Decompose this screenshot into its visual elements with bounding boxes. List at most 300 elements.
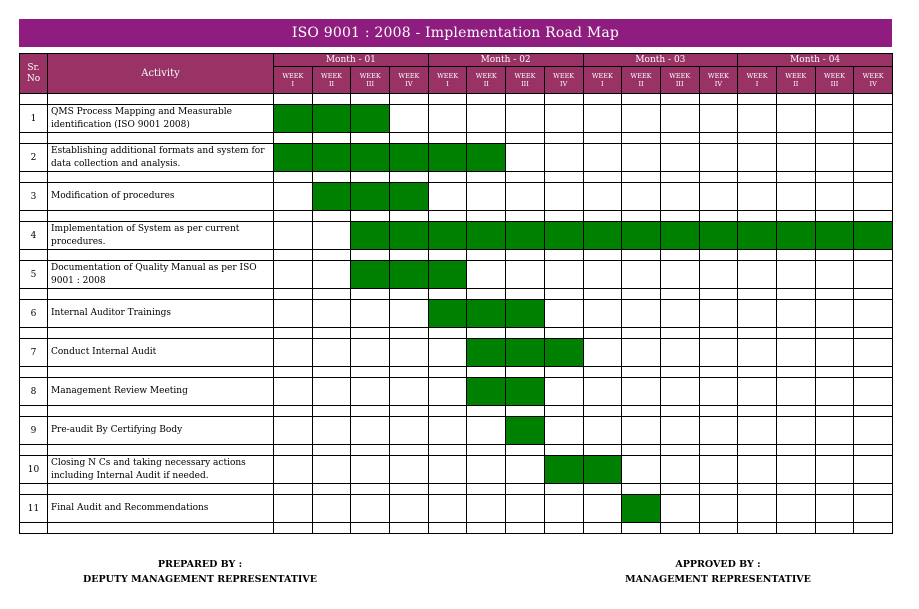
week-cell	[815, 300, 854, 328]
week-cell	[583, 144, 622, 172]
empty-cell	[48, 211, 274, 222]
empty-cell	[467, 328, 506, 339]
task-sr-no: 4	[20, 222, 48, 250]
week-cell	[583, 300, 622, 328]
spacer-row	[20, 367, 893, 378]
empty-cell	[428, 211, 467, 222]
gantt-bar-cell	[506, 222, 545, 250]
empty-cell	[854, 172, 893, 183]
header-week: WEEK III	[506, 67, 545, 94]
empty-cell	[506, 523, 545, 534]
week-cell	[428, 495, 467, 523]
empty-cell	[467, 94, 506, 105]
empty-cell	[48, 250, 274, 261]
empty-cell	[20, 172, 48, 183]
header-week: WEEK IV	[699, 67, 738, 94]
empty-cell	[467, 172, 506, 183]
gantt-bar-cell	[660, 222, 699, 250]
week-cell	[583, 261, 622, 289]
empty-cell	[622, 523, 661, 534]
week-cell	[390, 105, 429, 133]
empty-cell	[815, 367, 854, 378]
task-activity: Documentation of Quality Manual as per ISO 9001 : 2008	[48, 261, 274, 289]
prepared-by-label: PREPARED BY :	[157, 559, 243, 570]
empty-cell	[506, 445, 545, 456]
week-cell	[660, 495, 699, 523]
week-cell	[776, 300, 815, 328]
empty-cell	[274, 211, 313, 222]
week-cell	[467, 495, 506, 523]
gantt-bar-cell	[544, 456, 583, 484]
week-cell	[815, 417, 854, 445]
empty-cell	[622, 445, 661, 456]
week-cell	[351, 378, 390, 406]
header-week: WEEK III	[660, 67, 699, 94]
week-cell	[854, 417, 893, 445]
task-sr-no: 7	[20, 339, 48, 367]
empty-cell	[312, 250, 351, 261]
week-cell	[274, 300, 313, 328]
task-sr-no: 2	[20, 144, 48, 172]
empty-cell	[815, 250, 854, 261]
task-row	[20, 144, 893, 172]
week-cell	[583, 183, 622, 211]
empty-cell	[583, 289, 622, 300]
gantt-bar-cell	[428, 300, 467, 328]
empty-cell	[738, 406, 777, 417]
empty-cell	[48, 523, 274, 534]
task-activity: QMS Process Mapping and Measurable identification (ISO 9001 2008)	[48, 105, 274, 133]
empty-cell	[854, 211, 893, 222]
week-cell	[776, 456, 815, 484]
empty-cell	[351, 211, 390, 222]
gantt-bar-cell	[274, 144, 313, 172]
empty-cell	[815, 172, 854, 183]
empty-cell	[48, 445, 274, 456]
week-cell	[274, 495, 313, 523]
week-cell	[699, 456, 738, 484]
week-cell	[776, 417, 815, 445]
empty-cell	[20, 328, 48, 339]
task-activity: Internal Auditor Trainings	[48, 300, 274, 328]
empty-cell	[544, 523, 583, 534]
empty-cell	[351, 406, 390, 417]
empty-cell	[815, 133, 854, 144]
empty-cell	[776, 484, 815, 495]
week-cell	[699, 417, 738, 445]
empty-cell	[660, 406, 699, 417]
empty-cell	[312, 523, 351, 534]
gantt-bar-cell	[854, 222, 893, 250]
header-week: WEEK IV	[544, 67, 583, 94]
task-sr-no: 1	[20, 105, 48, 133]
header-sr-no: Sr. No	[20, 54, 48, 94]
week-cell	[622, 183, 661, 211]
empty-cell	[699, 133, 738, 144]
empty-cell	[428, 523, 467, 534]
empty-cell	[312, 328, 351, 339]
empty-cell	[351, 289, 390, 300]
week-cell	[583, 105, 622, 133]
week-cell	[428, 183, 467, 211]
task-activity: Modification of procedures	[48, 183, 274, 211]
week-cell	[699, 183, 738, 211]
prepared-by-block	[60, 557, 340, 587]
spacer-row	[20, 133, 893, 144]
empty-cell	[428, 133, 467, 144]
week-cell	[699, 105, 738, 133]
empty-cell	[854, 133, 893, 144]
week-cell	[390, 456, 429, 484]
week-cell	[815, 378, 854, 406]
week-cell	[738, 105, 777, 133]
spacer-row	[20, 211, 893, 222]
empty-cell	[20, 133, 48, 144]
week-cell	[815, 183, 854, 211]
gantt-bar-cell	[622, 222, 661, 250]
week-cell	[467, 261, 506, 289]
gantt-bar-cell	[351, 222, 390, 250]
empty-cell	[622, 328, 661, 339]
week-cell	[699, 144, 738, 172]
week-cell	[660, 339, 699, 367]
week-cell	[622, 105, 661, 133]
week-cell	[428, 105, 467, 133]
empty-cell	[506, 484, 545, 495]
empty-cell	[274, 523, 313, 534]
empty-cell	[390, 172, 429, 183]
week-cell	[428, 378, 467, 406]
empty-cell	[506, 367, 545, 378]
empty-cell	[351, 484, 390, 495]
empty-cell	[390, 484, 429, 495]
gantt-bar-cell	[506, 378, 545, 406]
empty-cell	[699, 445, 738, 456]
empty-cell	[351, 523, 390, 534]
empty-cell	[48, 328, 274, 339]
empty-cell	[506, 133, 545, 144]
week-cell	[274, 261, 313, 289]
header-week: WEEK I	[738, 67, 777, 94]
empty-cell	[583, 328, 622, 339]
empty-cell	[815, 484, 854, 495]
empty-cell	[738, 328, 777, 339]
empty-cell	[274, 172, 313, 183]
week-cell	[583, 339, 622, 367]
empty-cell	[351, 94, 390, 105]
week-cell	[738, 495, 777, 523]
empty-cell	[738, 250, 777, 261]
week-cell	[854, 300, 893, 328]
empty-cell	[815, 523, 854, 534]
empty-cell	[48, 289, 274, 300]
empty-cell	[544, 172, 583, 183]
empty-cell	[48, 367, 274, 378]
empty-cell	[274, 250, 313, 261]
gantt-bar-cell	[467, 339, 506, 367]
week-cell	[467, 417, 506, 445]
week-cell	[312, 222, 351, 250]
header-week: WEEK II	[776, 67, 815, 94]
gantt-bar-cell	[622, 495, 661, 523]
week-cell	[312, 300, 351, 328]
week-cell	[544, 105, 583, 133]
week-cell	[312, 456, 351, 484]
empty-cell	[583, 211, 622, 222]
empty-cell	[312, 445, 351, 456]
header-week: WEEK IV	[854, 67, 893, 94]
approved-by-role: MANAGEMENT REPRESENTATIVE	[625, 574, 811, 585]
empty-cell	[20, 445, 48, 456]
spacer-row	[20, 289, 893, 300]
empty-cell	[544, 367, 583, 378]
week-cell	[351, 495, 390, 523]
empty-cell	[48, 484, 274, 495]
gantt-bar-cell	[467, 144, 506, 172]
empty-cell	[467, 211, 506, 222]
empty-cell	[274, 367, 313, 378]
empty-cell	[351, 367, 390, 378]
empty-cell	[854, 289, 893, 300]
empty-cell	[351, 445, 390, 456]
empty-cell	[274, 289, 313, 300]
empty-cell	[660, 250, 699, 261]
week-cell	[854, 183, 893, 211]
empty-cell	[699, 172, 738, 183]
week-cell	[506, 105, 545, 133]
task-sr-no: 9	[20, 417, 48, 445]
empty-cell	[48, 94, 274, 105]
empty-cell	[854, 328, 893, 339]
week-cell	[506, 183, 545, 211]
gantt-bar-cell	[583, 222, 622, 250]
week-cell	[312, 261, 351, 289]
task-sr-no: 10	[20, 456, 48, 484]
spacer-row	[20, 484, 893, 495]
empty-cell	[776, 172, 815, 183]
week-cell	[776, 261, 815, 289]
gantt-bar-cell	[351, 183, 390, 211]
week-cell	[660, 300, 699, 328]
gantt-bar-cell	[274, 105, 313, 133]
empty-cell	[20, 523, 48, 534]
empty-cell	[467, 289, 506, 300]
empty-cell	[506, 211, 545, 222]
gantt-bar-cell	[351, 261, 390, 289]
empty-cell	[854, 445, 893, 456]
empty-cell	[48, 133, 274, 144]
header-week: WEEK II	[467, 67, 506, 94]
header-week: WEEK IV	[390, 67, 429, 94]
gantt-bar-cell	[467, 300, 506, 328]
empty-cell	[660, 172, 699, 183]
week-cell	[390, 417, 429, 445]
week-cell	[776, 378, 815, 406]
week-cell	[467, 183, 506, 211]
spacer-row	[20, 523, 893, 534]
empty-cell	[467, 133, 506, 144]
gantt-bar-cell	[815, 222, 854, 250]
task-row	[20, 222, 893, 250]
week-cell	[390, 495, 429, 523]
empty-cell	[660, 94, 699, 105]
empty-cell	[776, 367, 815, 378]
empty-cell	[815, 211, 854, 222]
empty-cell	[20, 211, 48, 222]
empty-cell	[622, 94, 661, 105]
empty-cell	[660, 289, 699, 300]
empty-cell	[312, 94, 351, 105]
week-cell	[738, 144, 777, 172]
spacer-row	[20, 406, 893, 417]
week-cell	[738, 456, 777, 484]
week-cell	[699, 339, 738, 367]
task-sr-no: 11	[20, 495, 48, 523]
week-cell	[583, 378, 622, 406]
empty-cell	[583, 94, 622, 105]
empty-cell	[699, 406, 738, 417]
week-cell	[622, 261, 661, 289]
spacer-row	[20, 328, 893, 339]
week-cell	[699, 378, 738, 406]
empty-cell	[583, 367, 622, 378]
week-cell	[351, 417, 390, 445]
gantt-bar-cell	[583, 456, 622, 484]
week-cell	[274, 456, 313, 484]
empty-cell	[312, 133, 351, 144]
week-cell	[274, 339, 313, 367]
task-activity: Implementation of System as per current procedures.	[48, 222, 274, 250]
empty-cell	[738, 211, 777, 222]
empty-cell	[738, 367, 777, 378]
week-cell	[274, 183, 313, 211]
empty-cell	[776, 445, 815, 456]
empty-cell	[815, 289, 854, 300]
empty-cell	[467, 406, 506, 417]
task-row	[20, 495, 893, 523]
empty-cell	[544, 289, 583, 300]
week-cell	[815, 105, 854, 133]
empty-cell	[854, 484, 893, 495]
week-cell	[660, 183, 699, 211]
empty-cell	[351, 250, 390, 261]
empty-cell	[467, 523, 506, 534]
empty-cell	[544, 484, 583, 495]
empty-cell	[390, 445, 429, 456]
gantt-bar-cell	[390, 222, 429, 250]
empty-cell	[622, 211, 661, 222]
gantt-bar-cell	[467, 378, 506, 406]
header-month: Month - 02	[428, 54, 583, 67]
week-cell	[660, 378, 699, 406]
empty-cell	[622, 406, 661, 417]
empty-cell	[544, 211, 583, 222]
empty-cell	[622, 484, 661, 495]
week-cell	[854, 105, 893, 133]
week-cell	[776, 183, 815, 211]
week-cell	[544, 144, 583, 172]
empty-cell	[390, 211, 429, 222]
task-row	[20, 261, 893, 289]
week-cell	[660, 105, 699, 133]
gantt-bar-cell	[428, 222, 467, 250]
empty-cell	[274, 328, 313, 339]
week-cell	[622, 144, 661, 172]
week-cell	[854, 456, 893, 484]
empty-cell	[506, 289, 545, 300]
week-cell	[622, 339, 661, 367]
empty-cell	[428, 328, 467, 339]
week-cell	[738, 378, 777, 406]
empty-cell	[390, 367, 429, 378]
empty-cell	[312, 172, 351, 183]
week-cell	[544, 300, 583, 328]
week-cell	[390, 339, 429, 367]
spacer-row	[20, 445, 893, 456]
empty-cell	[815, 94, 854, 105]
empty-cell	[699, 250, 738, 261]
gantt-bar-cell	[312, 183, 351, 211]
empty-cell	[20, 250, 48, 261]
week-cell	[776, 144, 815, 172]
empty-cell	[854, 367, 893, 378]
empty-cell	[506, 328, 545, 339]
empty-cell	[20, 94, 48, 105]
empty-cell	[467, 250, 506, 261]
empty-cell	[776, 328, 815, 339]
week-cell	[544, 417, 583, 445]
empty-cell	[622, 289, 661, 300]
task-sr-no: 3	[20, 183, 48, 211]
week-cell	[544, 183, 583, 211]
week-cell	[312, 378, 351, 406]
empty-cell	[274, 133, 313, 144]
empty-cell	[699, 523, 738, 534]
empty-cell	[544, 328, 583, 339]
header-week: WEEK II	[312, 67, 351, 94]
empty-cell	[20, 367, 48, 378]
week-cell	[467, 456, 506, 484]
task-sr-no: 8	[20, 378, 48, 406]
approved-by-label: APPROVED BY :	[675, 559, 761, 570]
empty-cell	[699, 328, 738, 339]
empty-cell	[428, 250, 467, 261]
empty-cell	[660, 211, 699, 222]
spacer-row	[20, 172, 893, 183]
header-week: WEEK I	[428, 67, 467, 94]
empty-cell	[699, 94, 738, 105]
empty-cell	[738, 172, 777, 183]
empty-cell	[699, 367, 738, 378]
week-cell	[622, 300, 661, 328]
week-cell	[506, 456, 545, 484]
week-cell	[660, 261, 699, 289]
gantt-bar-cell	[390, 261, 429, 289]
week-cell	[312, 495, 351, 523]
gantt-bar-cell	[506, 417, 545, 445]
empty-cell	[544, 94, 583, 105]
week-cell	[351, 339, 390, 367]
empty-cell	[390, 133, 429, 144]
empty-cell	[428, 367, 467, 378]
empty-cell	[312, 211, 351, 222]
empty-cell	[854, 523, 893, 534]
empty-cell	[544, 445, 583, 456]
approved-by-block	[588, 557, 848, 587]
week-cell	[815, 495, 854, 523]
empty-cell	[583, 172, 622, 183]
empty-cell	[660, 133, 699, 144]
